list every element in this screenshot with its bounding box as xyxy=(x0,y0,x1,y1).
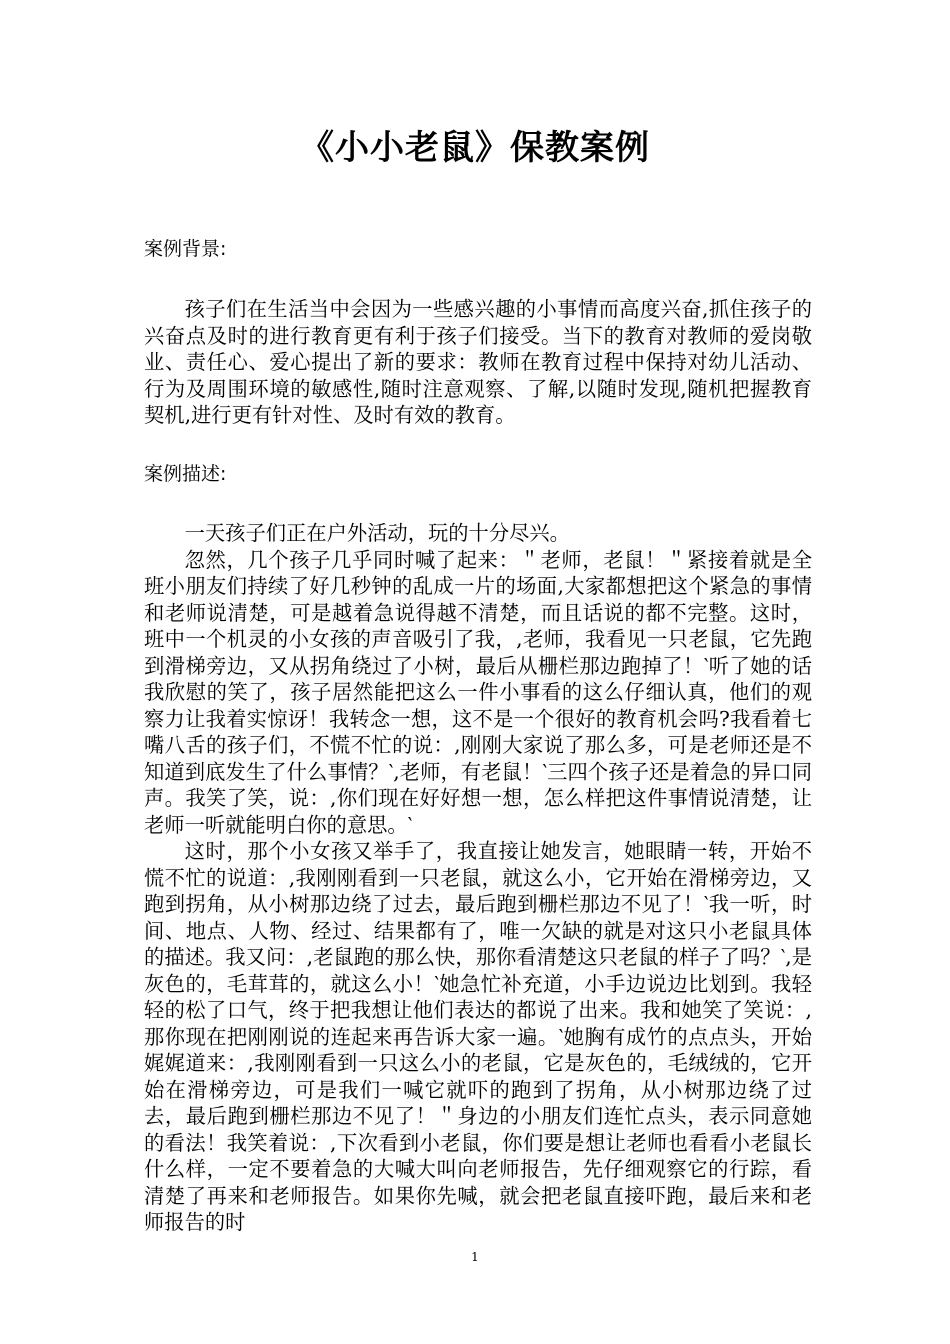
page-number: 1 xyxy=(471,1250,479,1264)
paragraph: 孩子们在生活当中会因为一些感兴趣的小事情而高度兴奋,抓住孩子的兴奋点及时的进行教育更有利于孩子们接受。当下的教育对教师的爱岗敬业、责任心、爱心提出了新的要求：教师在教育过程中保持对幼儿活动、行为及周围环境的敏感性,随时注意观察、了解,以随时发现,随机把握教育契机,进行更有针对性、及时有效的教育。 xyxy=(144,297,812,427)
document-title: 《小小老鼠》保教案例 xyxy=(300,128,650,168)
section-body-description xyxy=(144,520,812,1236)
section-heading-description: 案例描述: xyxy=(144,463,227,485)
section-body-background xyxy=(144,296,812,429)
paragraph: 这时，那个小女孩又举手了，我直接让她发言，她眼睛一转，开始不慌不忙的说道：,我刚刚看到一只老鼠，就这么小，它开始在滑梯旁边，又跑到拐角，从小树那边绕了过去，最后跑到栅栏那边不见了！‵我一听，时间、地点、人物、经过、结果都有了，唯一欠缺的就是对这只小老鼠具体的描述。我又问：,老鼠跑的那么快，那你看清楚这只老鼠的样子了吗？‵,是灰色的，毛茸茸的，就这么小！‵她急忙补充道，小手边说边比划到。我轻轻的松了口气，终于把我想让他们表达的都说了出来。我和她笑了笑说：,那你现在把刚刚说的连起来再告诉大家一遍。‵她胸有成竹的点点头，开始娓娓道来：,我刚刚看到一只这么小的老鼠，它是灰色的，毛绒绒的，它开始在滑梯旁边，可是我们一喊它就吓的跑到了拐角，从小树那边绕了过去，最后跑到栅栏那边不见了！＂身边的小朋友们连忙点头，表示同意她的看法！我笑着说：,下次看到小老鼠，你们要是想让老师也看看小老鼠长什么样，一定不要着急的大喊大叫向老师报告，先仔细观察它的行踪，看清楚了再来和老师报告。如果你先喊，就会把老鼠直接吓跑，最后来和老师报告的时 xyxy=(144,839,812,1234)
section-heading-background: 案例背景: xyxy=(144,238,227,260)
paragraph: 忽然，几个孩子几乎同时喊了起来：＂老师，老鼠！＂紧接着就是全班小朋友们持续了好几秒钟的乱成一片的场面,大家都想把这个紧急的事情和老师说清楚，可是越着急说得越不清楚，而且话说的都不完整。这时，班中一个机灵的小女孩的声音吸引了我，,老师，我看见一只老鼠，它先跑到滑梯旁边，又从拐角绕过了小树，最后从栅栏那边跑掉了！‵听了她的话我欣慰的笑了，孩子居然能把这么一件小事看的这么仔细认真，他们的观察力让我着实惊讶！我转念一想，这不是一个很好的教育机会吗?我看着七嘴八舌的孩子们，不慌不忙的说：,刚刚大家说了那么多，可是老师还是不知道到底发生了什么事情？‵,老师，有老鼠！‵三四个孩子还是着急的异口同声。我笑了笑，说：,你们现在好好想一想，怎么样把这件事情说清楚，让老师一听就能明白你的意思。‵ xyxy=(144,547,812,837)
paragraph: 一天孩子们正在户外活动，玩的十分尽兴。 xyxy=(184,521,570,545)
